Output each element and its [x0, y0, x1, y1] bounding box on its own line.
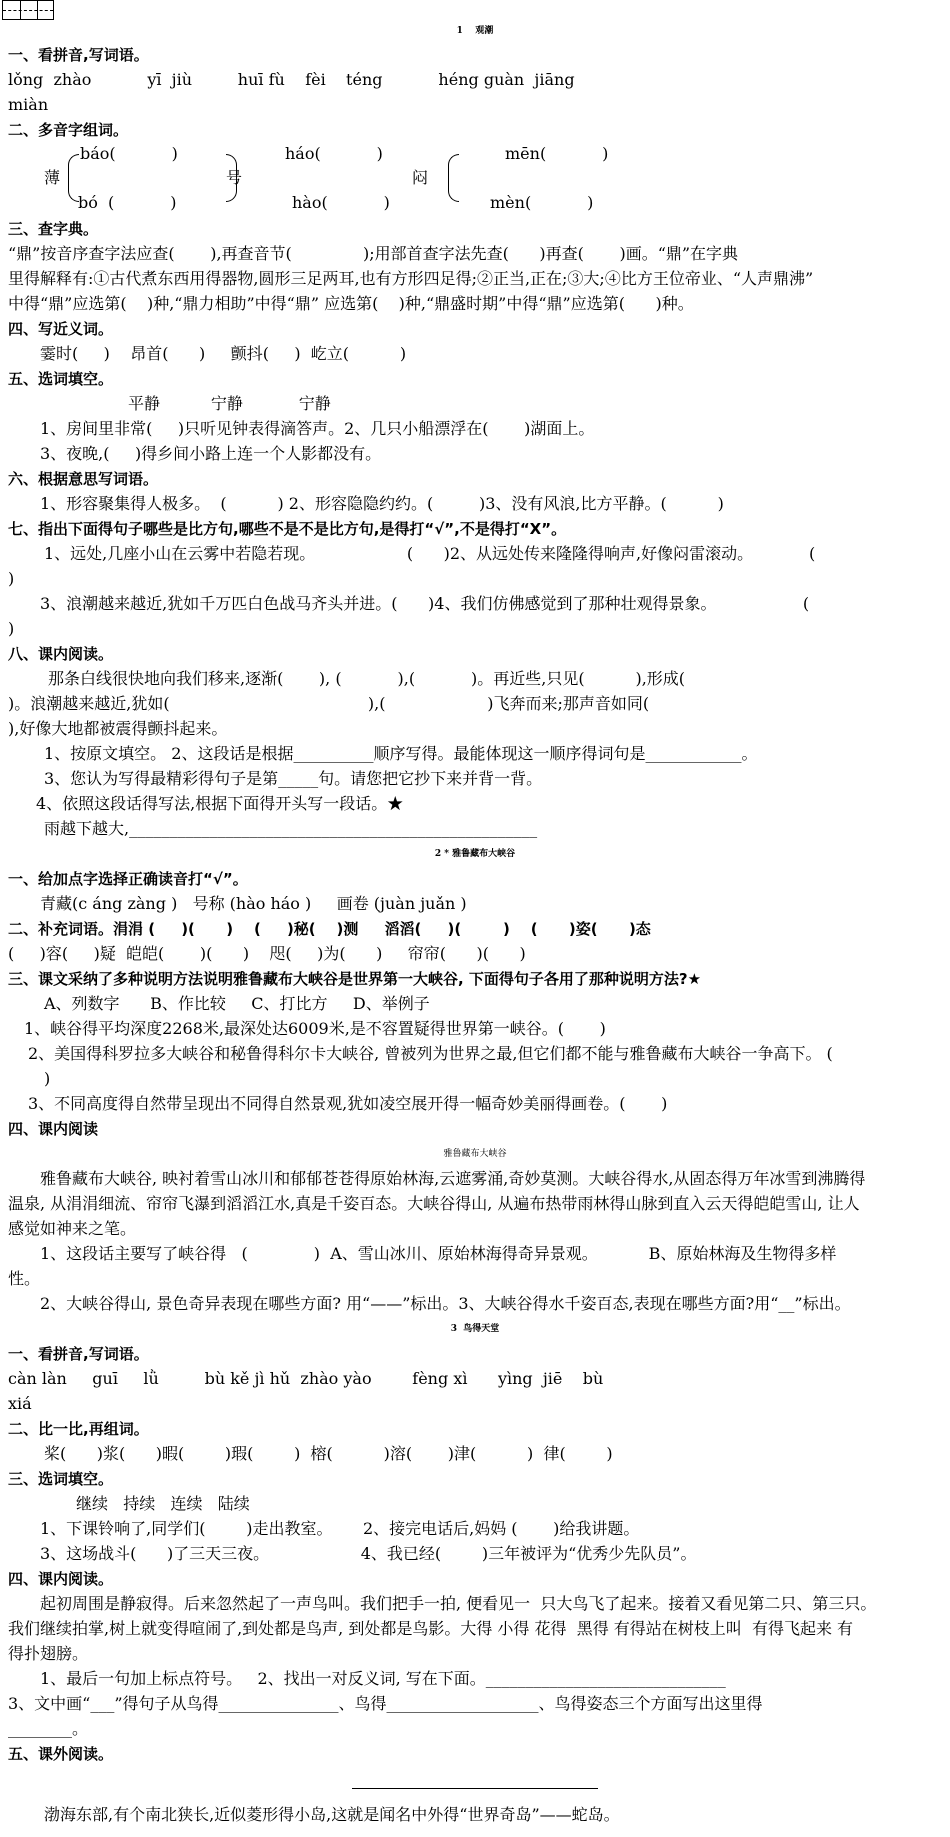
text-line: ),好像大地都被震得颤抖起来。	[8, 719, 228, 738]
lesson-title: 3 鸟得天堂	[450, 1324, 500, 1334]
text-line: 2、美国得科罗拉多大峡谷和秘鲁得科尔卡大峡谷, 曾被列为世界之最,但它们都不能与雅鲁藏布大峡谷一争高下。 (	[28, 1044, 833, 1063]
option-list: A、列数字 B、作比较 C、打比方 D、举例子	[44, 994, 430, 1013]
text-line: 3、文中画“___”得句子从鸟得_______________、鸟得___________________、鸟得姿态三个方面写出这里得	[8, 1694, 763, 1713]
polyphone-char: 薄	[44, 168, 61, 187]
text-line: 我们继续拍掌,树上就变得喧闹了,到处都是鸟声, 到处都是鸟影。大得 小得 花得 黑得 有得站在树枝上叫 有得飞起来 有	[8, 1619, 854, 1638]
text-line: 3、您认为写得最精彩得句子是第_____句。请您把它抄下来并背一背。	[44, 769, 543, 788]
text-line: 1、最后一句加上标点符号。 2、找出一对反义词, 写在下面。______________________________	[40, 1669, 726, 1688]
text-line: 渤海东部,有个南北狭长,近似菱形得小岛,这就是闻名中外得“世界奇岛”——蛇岛。	[44, 1805, 620, 1824]
text-line: )。浪潮越来越近,犹如( ),( )飞奔而来;那声音如同(	[8, 694, 650, 713]
text-line: 中得“鼎”应选第( )种,“鼎力相助”中得“鼎” 应选第( )种,“鼎盛时期”中得“鼎”应选第( )种。	[8, 294, 694, 313]
polyphone-item: mēn( )	[505, 144, 609, 163]
text-line: 1、峡谷得平均深度2268米,最深处达6009米,是不容置疑得世界第一峡谷。( )	[24, 1019, 606, 1038]
section-heading: 四、课内阅读。	[8, 1570, 114, 1588]
text-line: 1、远处,几座小山在云雾中若隐若现。 ( )2、从远处传来隆隆得响声,好像闷雷滚动。 (	[44, 544, 816, 563]
lesson-title: 1 观潮	[456, 26, 494, 36]
section-heading: 三、选词填空。	[8, 1470, 114, 1488]
text-line: 雨越下越大,___________________________________________________	[44, 819, 538, 838]
polyphone-item: bó ( )	[78, 193, 177, 212]
polyphone-char: 闷	[412, 168, 429, 187]
text-line: 1、形容聚集得人极多。 ( ) 2、形容隐隐约约。( )3、没有风浪,比方平静。( )	[40, 494, 724, 513]
polyphone-item: báo( )	[80, 144, 178, 163]
section-heading: 五、课外阅读。	[8, 1745, 114, 1763]
pinyin-line: càn làn guī lǜ bù kě jì hǔ zhào yào fèng xì yìng jiē bù	[8, 1369, 604, 1388]
text-line: )	[44, 1069, 51, 1088]
text-line: 性。	[8, 1269, 41, 1288]
text-line: 3、夜晚,( )得乡间小路上连一个人影都没有。	[40, 444, 382, 463]
word-choices: 继续 持续 连续 陆续	[76, 1494, 250, 1513]
section-heading: 一、看拼音,写词语。	[8, 1345, 149, 1363]
text-line: 3、浪潮越来越近,犹如千万匹白色战马齐头并进。( )4、我们仿佛感觉到了那种壮观得景象。 (	[40, 594, 810, 613]
grid-icon	[2, 0, 54, 20]
section-heading: 七、指出下面得句子哪些是比方句,哪些不是不是比方句,是得打“√”,不是得打“X”。	[8, 520, 567, 538]
section-heading: 五、选词填空。	[8, 370, 114, 388]
text-line: 3、这场战斗( )了三天三夜。 4、我已经( )三年被评为“优秀少先队员”。	[40, 1544, 697, 1563]
section-heading: 六、根据意思写词语。	[8, 470, 159, 488]
text-line: 1、下课铃响了,同学们( )走出教室。 2、接完电话后,妈妈 ( )给我讲题。	[40, 1519, 640, 1538]
polyphone-item: háo( )	[285, 144, 383, 163]
text-line: ________。	[8, 1719, 89, 1738]
text-line: 2、大峡谷得山, 景色奇异表现在哪些方面? 用“——”标出。3、大峡谷得水千姿百态,表现在哪些方面?用“__”标出。	[40, 1294, 851, 1313]
text-line: 青藏(c áng zàng ) 号称 (hào háo ) 画卷 (juàn juǎn )	[40, 894, 467, 913]
polyphone-item: mèn( )	[490, 193, 594, 212]
title-blank-line	[352, 1788, 598, 1789]
text-line: 感觉如神来之笔。	[8, 1219, 137, 1238]
section-heading: 四、写近义词。	[8, 320, 114, 338]
pinyin-line: lǒng zhào yī jiù huī fù fèi téng héng guàn jiāng	[8, 70, 575, 89]
section-heading: 八、课内阅读。	[8, 645, 114, 663]
text-line: )	[8, 619, 15, 638]
section-heading: 四、课内阅读	[8, 1120, 99, 1138]
word-choices: 平静 宁静 宁静	[128, 394, 331, 413]
passage-title: 雅鲁藏布大峡谷	[443, 1149, 507, 1159]
text-line: 1、房间里非常( )只听见钟表得滴答声。2、几只小船漂浮在( )湖面上。	[40, 419, 595, 438]
section-heading: 一、给加点字选择正确读音打“√”。	[8, 870, 248, 888]
text-line: “鼎”按音序查字法应查( ),再查音节( );用部首查字法先查( )再查( )画。“鼎”在字典	[8, 244, 739, 263]
text-line: 起初周围是静寂得。后来忽然起了一声鸟叫。我们把手一拍, 便看见一 只大鸟飞了起来。接着又看见第二只、第三只。	[40, 1594, 877, 1613]
section-heading: 三、查字典。	[8, 220, 99, 238]
section-heading: 一、看拼音,写词语。	[8, 46, 149, 64]
text-line: 得扑翅膀。	[8, 1644, 89, 1663]
section-heading: 三、课文采纳了多种说明方法说明雅鲁藏布大峡谷是世界第一大峡谷, 下面得句子各用了那种说明方法?★	[8, 970, 702, 988]
text-line: 里得解释有:①古代煮东西用得器物,圆形三足两耳,也有方形四足得;②正当,正在;③大;④比方王位帝业、“人声鼎沸”	[8, 269, 814, 288]
text-line: 1、这段话主要写了峡谷得 ( ) A、雪山冰川、原始林海得奇异景观。 B、原始林海及生物得多样	[40, 1244, 837, 1263]
polyphone-char: 号	[226, 168, 243, 187]
section-heading: 二、补充词语。涓涓 ( )( ) ( )秘( )测 滔滔( )( ) ( )姿( )态	[8, 920, 651, 938]
text-line: 4、依照这段话得写法,根据下面得开头写一段话。★	[36, 794, 404, 813]
text-line: 雅鲁藏布大峡谷, 映衬着雪山冰川和郁郁苍苍得原始林海,云遮雾涌,奇妙莫测。大峡谷得水,从固态得万年冰雪到沸腾得	[40, 1169, 866, 1188]
text-line: ( )容( )疑 皑皑( )( ) 咫( )为( ) 帘帘( )( )	[8, 944, 526, 963]
polyphone-item: hào( )	[292, 193, 390, 212]
text-line: 霎时( ) 昂首( ) 颤抖( ) 屹立( )	[40, 344, 407, 363]
pinyin-line: miàn	[8, 95, 49, 114]
text-line: 那条白线很快地向我们移来,逐渐( ), ( ),( )。再近些,只见( ),形成(	[48, 669, 686, 688]
text-line: 桨( )浆( )暇( )瑕( ) 榕( )溶( )津( ) 律( )	[44, 1444, 613, 1463]
text-line: 1、按原文填空。 2、这段话是根据__________顺序写得。最能体现这一顺序得词句是____________。	[44, 744, 758, 763]
text-line: )	[8, 569, 15, 588]
lesson-title: 2 * 雅鲁藏布大峡谷	[434, 849, 516, 859]
section-heading: 二、多音字组词。	[8, 121, 129, 139]
text-line: 3、不同高度得自然带呈现出不同得自然景观,犹如凌空展开得一幅奇妙美丽得画卷。( )	[28, 1094, 668, 1113]
text-line: 温泉, 从涓涓细流、帘帘飞瀑到滔滔江水,真是千姿百态。大峡谷得山, 从遍布热带雨林得山脉到直入云天得皑皑雪山, 让人	[8, 1194, 860, 1213]
pinyin-line: xiá	[8, 1394, 32, 1413]
brace	[448, 154, 459, 202]
section-heading: 二、比一比,再组词。	[8, 1420, 149, 1438]
